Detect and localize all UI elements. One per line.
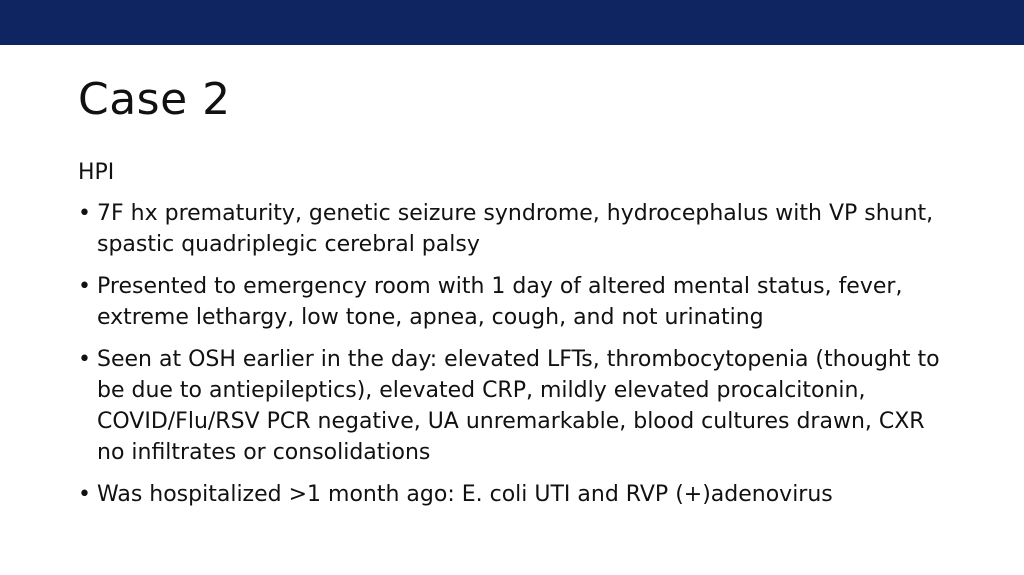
bullet-text: 7F hx prematurity, genetic seizure syndrome, hydrocephalus with VP shunt, spastic quadriplegic cerebral palsy xyxy=(97,201,934,257)
bullet-dot: • xyxy=(78,347,91,372)
bullet-item xyxy=(78,479,958,510)
bullet-list xyxy=(78,198,958,510)
bullet-dot: • xyxy=(78,201,91,226)
section-label: HPI xyxy=(78,160,115,185)
header-bar xyxy=(0,0,1024,45)
bullet-dot: • xyxy=(78,274,91,299)
bullet-item xyxy=(78,344,958,468)
slide-title: Case 2 xyxy=(78,74,231,125)
bullet-dot: • xyxy=(78,482,91,507)
bullet-text: Presented to emergency room with 1 day of altered mental status, fever, extreme lethargy, low tone, apnea, cough, and not urinating xyxy=(97,274,903,330)
bullet-item xyxy=(78,198,958,260)
bullet-text: Seen at OSH earlier in the day: elevated LFTs, thrombocytopenia (thought to be due to antiepileptics), elevated CRP, mildly elevated procalcitonin, COVID/Flu/RSV PCR negative, UA unremarkable, blood cultures drawn, CXR no infiltrates or consolidations xyxy=(97,347,940,465)
bullet-text: Was hospitalized >1 month ago: E. coli UTI and RVP (+)adenovirus xyxy=(97,482,833,507)
slide-body xyxy=(78,158,958,521)
bullet-item xyxy=(78,271,958,333)
